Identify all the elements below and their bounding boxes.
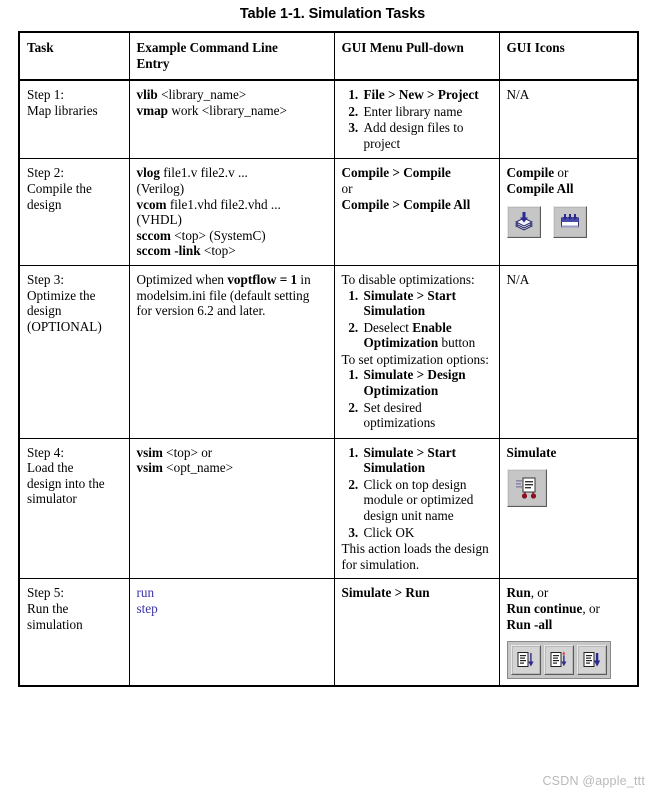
table-row: [19, 159, 638, 265]
task-line: design into the: [27, 475, 105, 491]
menu-step-item: [362, 445, 493, 476]
column-header-gui-icons: GUI Icons: [499, 32, 638, 80]
icon-label: [507, 585, 632, 601]
menu-path: Simulate > Run: [341, 585, 430, 601]
table-header-row: [19, 32, 638, 80]
task-line: simulator: [27, 491, 77, 507]
task-line: Step 1:: [27, 87, 64, 103]
cell-gui-icons-step3: [499, 265, 638, 438]
command-line: [137, 460, 328, 476]
task-line: Run the: [27, 600, 69, 616]
cell-gui-menu-step1: [334, 80, 499, 159]
command-keyword: vcom: [136, 196, 167, 212]
table-row: [19, 80, 638, 159]
command-args: <top> (SystemC): [170, 227, 266, 243]
command-line: [137, 103, 328, 119]
command-keyword: sccom -link: [136, 243, 201, 259]
icon-button-row: [507, 469, 632, 507]
menu-step-item: 2. Set desired optimizations: [362, 400, 493, 431]
cell-command-step5: [129, 579, 334, 686]
table-row: [19, 265, 638, 438]
menu-path: Simulate > Start: [363, 444, 456, 460]
menu-step-list: [342, 87, 493, 151]
cell-task-step3: [19, 265, 129, 438]
run-all-icon[interactable]: [577, 645, 607, 675]
command-line: (VHDL): [136, 212, 182, 228]
menu-tail-note: This action loads the design for simulation.: [341, 541, 489, 572]
run-toolbar-group: [507, 641, 611, 679]
icon-label-bold: Run: [506, 585, 531, 601]
cell-gui-icons-step1: [499, 80, 638, 159]
command-args: file1.v file2.v ...: [159, 165, 248, 181]
column-header-command-line-line1: Example Command Line: [136, 40, 278, 55]
command-text-post: in modelsim.ini file (default setting for version 6.2 and later.: [136, 271, 311, 319]
icon-label: [507, 165, 632, 181]
command-link[interactable]: run: [136, 585, 155, 601]
icons-not-applicable: N/A: [506, 271, 530, 287]
icon-label-bold: Run continue: [506, 600, 583, 616]
task-line: simulation: [27, 616, 83, 632]
cell-gui-menu-step2: [334, 159, 499, 265]
column-header-task: Task: [19, 32, 129, 80]
compile-icon[interactable]: [507, 206, 541, 238]
watermark-text: CSDN @apple_ttt: [542, 774, 645, 788]
cell-gui-icons-step2: [499, 159, 638, 265]
cell-task-step5: [19, 579, 129, 686]
cell-command-step4: [129, 438, 334, 579]
icon-label: [507, 617, 632, 633]
task-line: (OPTIONAL): [27, 318, 102, 334]
simulation-tasks-table: [18, 31, 639, 687]
task-line: Step 5:: [27, 585, 64, 601]
icon-label-bold2: Compile All: [506, 181, 574, 197]
cell-task-step2: [19, 159, 129, 265]
menu-path: Compile > Compile All: [341, 196, 471, 212]
menu-path-cont: Optimization: [363, 382, 439, 398]
icon-label-bold: Run -all: [506, 616, 553, 632]
cell-gui-icons-step4: [499, 438, 638, 579]
task-line: Map libraries: [27, 102, 98, 118]
menu-conjunction: or: [341, 181, 353, 197]
menu-step-item: 2. Click on top design module or optimized design unit name: [362, 477, 493, 524]
cell-task-step1: [19, 80, 129, 159]
cell-gui-menu-step5: [334, 579, 499, 686]
task-line: design: [27, 303, 62, 319]
menu-step-item: 3. Click OK: [362, 525, 493, 541]
command-line: [137, 87, 328, 103]
command-line: [137, 165, 328, 181]
table-row: [19, 438, 638, 579]
task-line: Compile the: [27, 181, 92, 197]
command-keyword: vlog: [136, 165, 160, 181]
menu-path: Simulate > Start: [363, 287, 456, 303]
menu-path-cont: Simulation: [363, 303, 426, 319]
command-args: <top>: [200, 243, 236, 259]
command-args: <opt_name>: [162, 460, 234, 476]
page-title: Table 1-1. Simulation Tasks: [239, 6, 426, 22]
menu-path-cont: Simulation: [363, 460, 426, 476]
command-line: [137, 445, 328, 461]
menu-step-list: [342, 367, 493, 430]
menu-path: Compile > Compile: [341, 165, 451, 181]
task-line: Optimize the: [27, 287, 96, 303]
cell-task-step4: [19, 438, 129, 579]
icon-label: [507, 601, 632, 617]
icon-label-or: , or: [530, 585, 549, 601]
cell-command-step3: [129, 265, 334, 438]
command-keyword: vlib: [136, 87, 158, 103]
menu-step-post: button: [438, 335, 476, 351]
task-line: Step 3:: [27, 271, 64, 287]
icon-label-bold: Compile: [506, 165, 555, 181]
task-line: Step 2:: [27, 165, 64, 181]
cell-gui-icons-step5: [499, 579, 638, 686]
menu-path: File > New >: [363, 87, 435, 103]
column-header-command-line-line2: Entry: [136, 55, 170, 71]
command-args: file1.vhd file2.vhd ...: [166, 196, 281, 212]
menu-step-item: 3. Add design files to project: [362, 120, 493, 151]
task-line: Load the: [27, 460, 74, 476]
icon-label-or: or: [554, 165, 569, 181]
menu-step-item: [362, 288, 493, 319]
menu-step-item: 2. Enter library name: [362, 104, 493, 120]
command-keyword: vsim: [136, 444, 163, 460]
compile-all-icon[interactable]: [553, 206, 587, 238]
cell-gui-menu-step4: [334, 438, 499, 579]
column-header-gui-menu: GUI Menu Pull-down: [334, 32, 499, 80]
icons-not-applicable: N/A: [506, 87, 530, 103]
menu-path: Simulate > Design: [363, 367, 466, 383]
command-text-pre: Optimized when: [136, 271, 228, 287]
command-args: <library_name>: [157, 87, 247, 103]
menu-step-item: [362, 320, 493, 351]
table-row: [19, 579, 638, 686]
icon-label-or: , or: [582, 600, 600, 616]
run-icon[interactable]: [511, 645, 541, 675]
menu-path-cont: Project: [437, 87, 479, 103]
simulate-icon[interactable]: [507, 469, 547, 507]
icon-label-bold: Simulate: [506, 444, 557, 460]
command-link[interactable]: step: [136, 600, 158, 616]
command-args: work <library_name>: [168, 102, 287, 118]
cell-command-step1: [129, 80, 334, 159]
cell-gui-menu-step3: [334, 265, 499, 438]
menu-option-bold: Enable Optimization: [363, 319, 452, 351]
cell-command-step2: [129, 159, 334, 265]
column-header-command-line: [129, 32, 334, 80]
menu-intro: To set optimization options:: [341, 351, 489, 367]
menu-step-list: [342, 288, 493, 351]
menu-step-item: [362, 87, 493, 103]
command-keyword: voptflow = 1: [227, 271, 298, 287]
command-keyword: vmap: [136, 102, 169, 118]
menu-step-item: [362, 367, 493, 398]
command-args: <top> or: [162, 444, 213, 460]
menu-step-list: [342, 445, 493, 540]
task-line: Step 4:: [27, 444, 64, 460]
run-continue-icon[interactable]: [544, 645, 574, 675]
command-line: [137, 197, 328, 213]
command-line: [137, 228, 328, 244]
icon-button-row: [507, 206, 632, 238]
menu-intro: To disable optimizations:: [341, 271, 475, 287]
task-line: design: [27, 196, 62, 212]
menu-step-pre: Deselect: [363, 319, 413, 335]
icon-button-row: [507, 641, 632, 679]
command-line: (Verilog): [136, 181, 185, 197]
command-line: [137, 243, 328, 259]
command-keyword: vsim: [136, 460, 163, 476]
command-keyword: sccom: [136, 227, 171, 243]
